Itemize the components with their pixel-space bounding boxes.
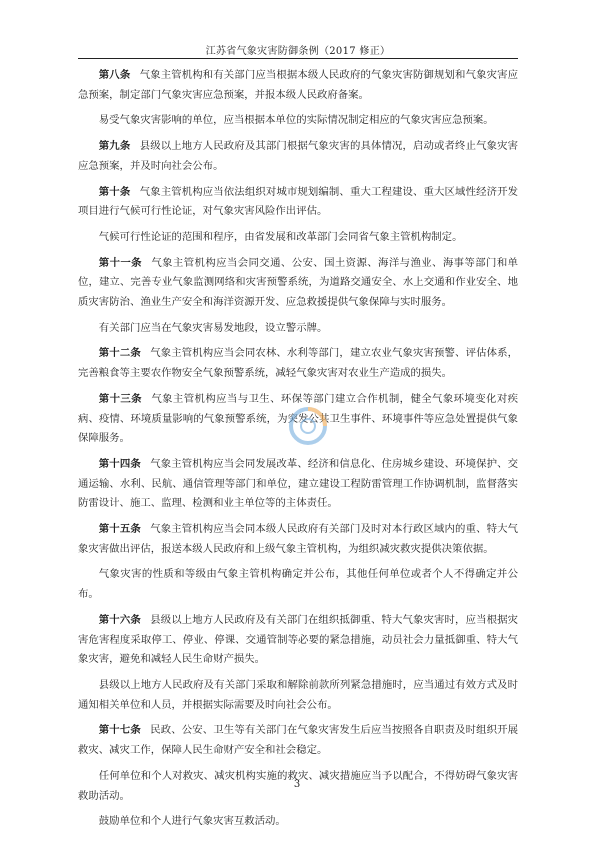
article-number: 第十条 xyxy=(98,185,131,198)
article-8 xyxy=(78,66,518,105)
paragraph-text: 易受气象灾害影响的单位，应当根据本单位的实际情况制定相应的气象灾害应急预案。 xyxy=(98,114,494,127)
article-12 xyxy=(78,344,518,383)
paragraph xyxy=(78,319,518,339)
paragraph xyxy=(78,228,518,248)
article-10 xyxy=(78,183,518,222)
paragraph-text: 任何单位和个人对救灾、减灾机构实施的救灾、减灾措施应当予以配合，不得妨碍气象灾害救助活动。 xyxy=(78,769,518,802)
paragraph-text: 气候可行性论证的范围和程序，由省发展和改革部门会同省气象主管机构制定。 xyxy=(98,230,463,243)
article-text: 县级以上地方人民政府及其部门根据气象灾害的具体情况，启动或者终止气象灾害应急预案，并及时向社会公布。 xyxy=(78,140,519,172)
article-15 xyxy=(78,520,518,559)
article-17 xyxy=(78,721,518,760)
paragraph-text: 气象灾害的性质和等级由气象主管机构确定并公布，其他任何单位或者个人不得确定并公布。 xyxy=(78,568,518,601)
article-number: 第十一条 xyxy=(98,256,142,269)
paragraph xyxy=(78,676,518,715)
paragraph xyxy=(78,565,518,604)
article-text: 气象主管机构应当会同农林、水利等部门，建立农业气象灾害预警、评估体系，完善粮食等主要农作物安全气象预警系统，减轻气象灾害对农业生产造成的损失。 xyxy=(78,347,519,380)
paragraph-text: 鼓励单位和个人进行气象灾害互救活动。 xyxy=(98,815,286,828)
paragraph-text: 县级以上地方人民政府及有关部门采取和解除前款所列紧急措施时，应当通过有效方式及时通知相关单位和人员，并根据实际需要及时向社会公布。 xyxy=(78,678,518,711)
article-number: 第十五条 xyxy=(98,523,141,536)
article-16 xyxy=(78,611,518,670)
article-number: 第十三条 xyxy=(98,392,142,405)
article-14 xyxy=(78,455,518,514)
circular-logo-watermark-icon xyxy=(286,404,330,448)
article-text: 民政、公安、卫生等有关部门在气象灾害发生后应当按照各自职责及时组织开展救灾、减灾工作，保障人民生命财产安全和社会稳定。 xyxy=(78,724,519,757)
article-9 xyxy=(78,137,518,176)
header-divider xyxy=(78,58,518,59)
article-text: 气象主管机构应当会同发展改革、经济和信息化、住房城乡建设、环境保护、交通运输、水利、民航、通信管理等部门和单位，建立建设工程防雷管理工作协调机制，监督落实防雷设计、施工、监理、检测和业主单位等的主体责任。 xyxy=(78,457,519,510)
running-header: 江苏省气象灾害防御条例（2017 修正） xyxy=(205,46,391,57)
article-number: 第十六条 xyxy=(98,613,141,626)
paragraph-text: 有关部门应当在气象灾害易发地段，设立警示牌。 xyxy=(98,321,328,334)
article-text: 气象主管机构和有关部门应当根据本级人民政府的气象灾害防御规划和气象灾害应急预案，制定部门气象灾害应急预案，并报本级人民政府备案。 xyxy=(78,69,519,101)
article-text: 气象主管机构应当依法组织对城市规划编制、重大工程建设、重大区域性经济开发项目进行气候可行性论证，对气象灾害风险作出评估。 xyxy=(78,185,519,218)
article-number: 第十四条 xyxy=(98,457,141,470)
article-text: 县级以上地方人民政府及有关部门在组织抵御重、特大气象灾害时，应当根据灾害危害程度采取停工、停业、停课、交通管制等必要的紧急措施，动员社会力量抵御重、特大气象灾害，避免和减轻人民生命财产损失。 xyxy=(78,613,519,666)
article-text: 气象主管机构应当与卫生、环保等部门建立合作机制，健全气象环境变化对疾病、疫情、环境质量影响的气象预警系统，为突发公共卫生事件、环境事件等应急处置提供气象保障服务。 xyxy=(78,392,518,445)
article-number: 第十七条 xyxy=(98,724,141,737)
article-number: 第九条 xyxy=(98,140,131,153)
article-text: 气象主管机构应当会同本级人民政府有关部门及时对本行政区域内的重、特大气象灾害做出评估，报送本级人民政府和上级气象主管机构，为组织减灾救灾提供决策依据。 xyxy=(78,523,519,555)
document-body xyxy=(78,66,518,838)
page-number: 3 xyxy=(293,779,301,790)
article-number: 第十二条 xyxy=(98,347,141,360)
paragraph xyxy=(78,812,518,832)
article-text: 气象主管机构应当会同交通、公安、国土资源、海洋与渔业、海事等部门和单位，建立、完善专业气象监测网络和灾害预警系统，为道路交通安全、水上交通和作业安全、地质灾害防治、渔业生产安全和海洋资源开发、应急救援提供气象保障与实时服务。 xyxy=(78,256,518,309)
article-11 xyxy=(78,254,518,313)
article-number: 第八条 xyxy=(98,69,131,81)
paragraph xyxy=(78,111,518,131)
